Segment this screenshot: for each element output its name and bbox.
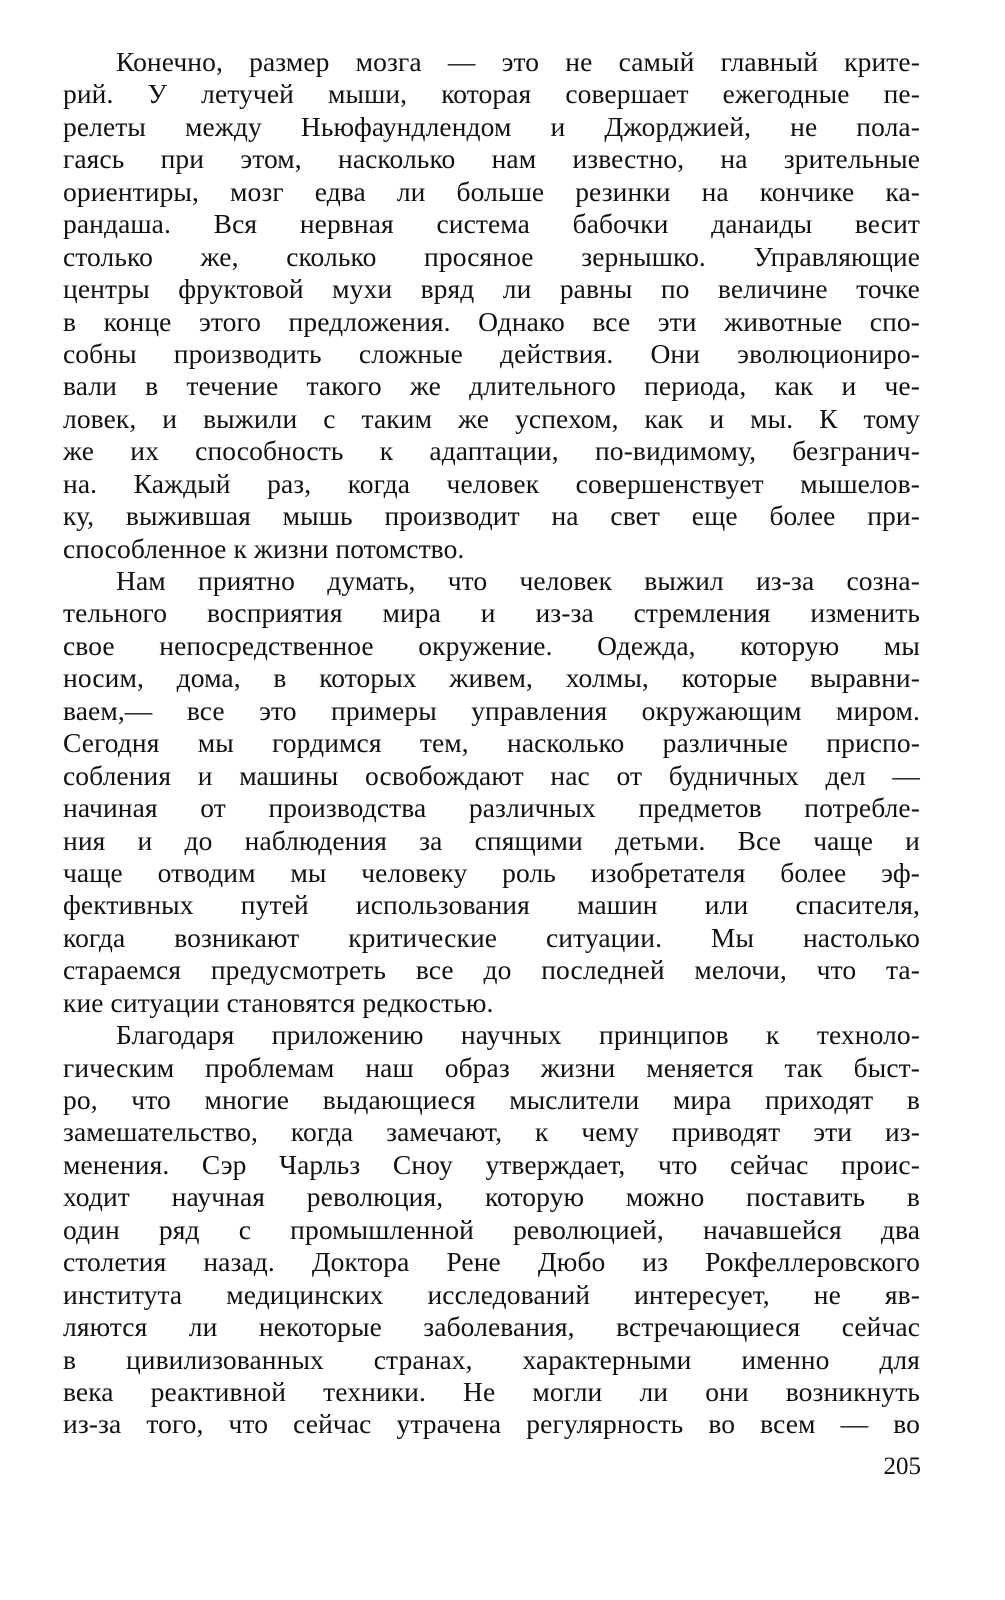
text-line: в конце этого предложения. Однако все эти животные спо- <box>63 305 920 337</box>
text-line: когда возникают критические ситуации. Мы настолько <box>63 921 920 953</box>
page-number: 205 <box>883 1453 921 1480</box>
text-line: века реактивной техники. Не могли ли они возникнуть <box>63 1375 920 1407</box>
text-line: на. Каждый раз, когда человек совершенствует мышелов- <box>63 467 920 499</box>
paragraph-2 <box>63 565 920 1019</box>
text-line: ваем,— все это примеры управления окружающим миром. <box>63 694 920 726</box>
text-line: Конечно, размер мозга — это не самый главный крите- <box>116 46 920 77</box>
paragraph-1 <box>63 46 920 565</box>
text-line: релеты между Ньюфаундлендом и Джорджией, не пола- <box>63 110 920 142</box>
text-line: менения. Сэр Чарльз Сноу утверждает, что сейчас проис- <box>63 1148 920 1180</box>
text-line: ния и до наблюдения за спящими детьми. Все чаще и <box>63 824 920 856</box>
text-line: столько же, сколько просяное зернышко. Управляющие <box>63 240 920 272</box>
text-line: начиная от производства различных предметов потребле- <box>63 792 920 824</box>
text-line: ро, что многие выдающиеся мыслители мира приходят в <box>63 1084 920 1115</box>
text-line: способленное к жизни потомство. <box>63 532 465 564</box>
text-line: свое непосредственное окружение. Одежда, которую мы <box>63 629 920 661</box>
text-line: ориентиры, мозг едва ли больше резинки на кончике ка- <box>63 175 920 207</box>
text-line: ляются ли некоторые заболевания, встречающиеся сейчас <box>63 1311 920 1343</box>
text-line: гическим проблемам наш образ жизни меняется так быст- <box>63 1051 920 1083</box>
text-line: столетия назад. Доктора Рене Дюбо из Рокфеллеровского <box>63 1246 920 1278</box>
text-line: же их способность к адаптации, по-видимому, безгранич- <box>63 435 920 467</box>
text-line: кие ситуации становятся редкостью. <box>63 986 494 1018</box>
text-line: стараемся предусмотреть все до последней мелочи, что та- <box>63 954 920 986</box>
text-line: центры фруктовой мухи вряд ли равны по величине точке <box>63 273 920 305</box>
text-line: рий. У летучей мыши, которая совершает ежегодные пе- <box>63 78 920 110</box>
text-line: один ряд с промышленной революцией, начавшейся два <box>63 1213 920 1245</box>
text-line: из-за того, что сейчас утрачена регулярность во всем — во <box>63 1408 920 1440</box>
text-line: ловек, и выжили с таким же успехом, как и мы. К тому <box>63 402 920 434</box>
text-line: гаясь при этом, насколько нам известно, на зрительные <box>63 143 920 175</box>
text-line: собны производить сложные действия. Они эволюциониро- <box>63 337 920 369</box>
text-line: в цивилизованных странах, характерными именно для <box>63 1343 920 1375</box>
text-line: Благодаря приложению научных принципов к техноло- <box>116 1019 920 1051</box>
text-line: тельного восприятия мира и из-за стремления изменить <box>63 597 920 629</box>
text-line: собления и машины освобождают нас от будничных дел — <box>63 759 920 791</box>
text-line: вали в течение такого же длительного периода, как и че- <box>63 370 920 402</box>
text-line: ку, выжившая мышь производит на свет еще более при- <box>63 500 920 532</box>
text-line: замешательство, когда замечают, к чему приводят эти из- <box>63 1116 920 1148</box>
text-line: ходит научная революция, которую можно поставить в <box>63 1181 920 1213</box>
text-line: института медицинских исследований интересует, не яв- <box>63 1278 920 1310</box>
text-line: Сегодня мы гордимся тем, насколько различные приспо- <box>63 727 920 759</box>
text-line: рандаша. Вся нервная система бабочки данаиды весит <box>63 208 920 240</box>
paragraph-3 <box>63 1019 920 1441</box>
text-line: Нам приятно думать, что человек выжил из-за созна- <box>116 565 920 596</box>
text-line: чаще отводим мы человеку роль изобретателя более эф- <box>63 856 920 888</box>
text-line: носим, дома, в которых живем, холмы, которые выравни- <box>63 662 920 694</box>
body-text <box>63 46 920 1441</box>
text-line: фективных путей использования машин или спасителя, <box>63 889 920 921</box>
